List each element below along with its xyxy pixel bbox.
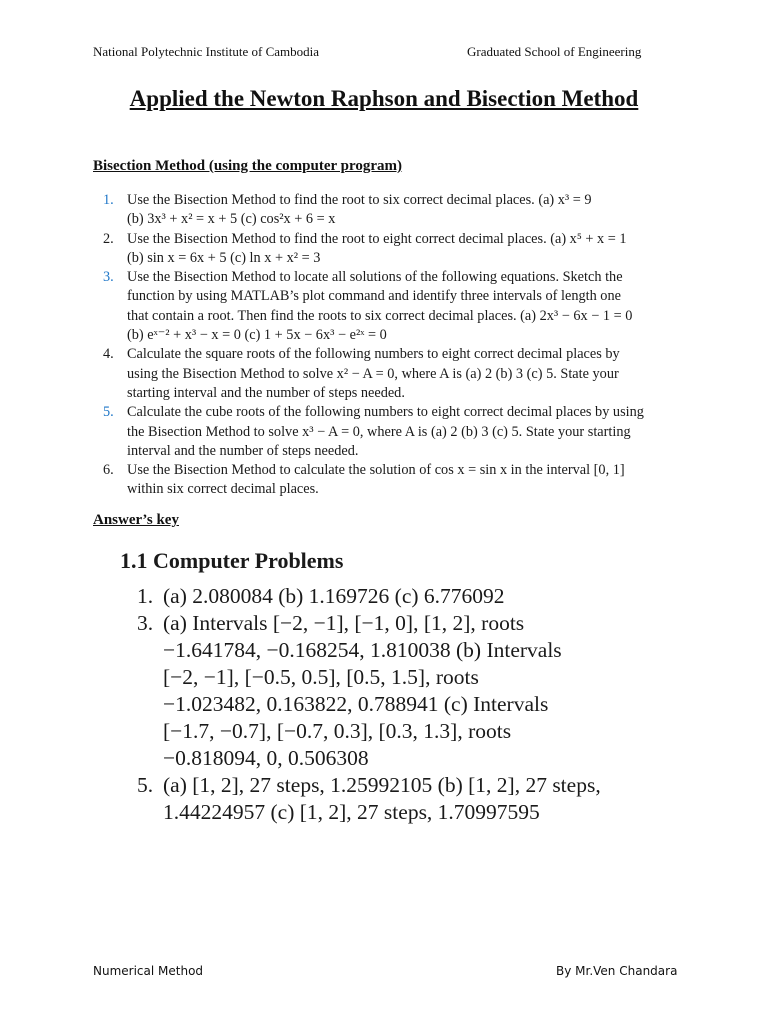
footer-course: Numerical Method [93,964,204,978]
answer-number: 5. [137,773,154,797]
problem-item [103,268,743,345]
answer-number: 1. [137,584,154,608]
answer-line [137,718,737,745]
answer-number: 3. [137,611,154,635]
answer-text: [−2, −1], [−0.5, 0.5], [0.5, 1.5], roots [163,665,479,689]
footer-author: By Mr.Ven Chandara [556,964,678,978]
answer-line [137,772,737,799]
answer-line [137,664,737,691]
header-institute: National Polytechnic Institute of Cambodia [93,44,320,59]
page-title: Applied the Newton Raphson and Bisection Method [129,86,639,111]
answer-text: −0.818094, 0, 0.506308 [163,746,369,770]
answer-line [137,610,737,637]
answer-text: [−1.7, −0.7], [−0.7, 0.3], [0.3, 1.3], roots [163,719,512,743]
answers-heading: Answer’s key [93,512,179,528]
answer-line [137,583,737,610]
answer-text: −1.023482, 0.163822, 0.788941 (c) Intervals [163,692,549,716]
answer-line [137,799,737,826]
problem-text: Calculate the cube roots of the following numbers to eight correct decimal places by using the Bisection Method to solve x³ − A = 0, where A is (a) 2 (b) 3 (c) 5. State your starting interval and the number of steps needed. [127,404,644,459]
problem-text: Use the Bisection Method to find the root to six correct decimal places. (a) x³ = 9 (b) 3x³ + x² = x + 5 (c) cos²x + 6 = x [127,192,592,228]
problem-number: 4. [103,346,114,363]
answer-text: 1.44224957 (c) [1, 2], 27 steps, 1.70997595 [163,800,540,824]
problem-number: 5. [103,404,114,421]
answer-text: (a) Intervals [−2, −1], [−1, 0], [1, 2], roots [163,611,525,635]
problem-item [103,345,743,403]
problem-item [103,403,743,461]
problem-number: 1. [103,192,114,208]
problem-text: Use the Bisection Method to find the root to eight correct decimal places. (a) x⁵ + x = 1 (b) sin x = 6x + 5 (c) ln x + x² = 3 [127,230,627,266]
section-title: Bisection Method (using the computer program) [93,158,403,174]
problem-item [103,191,743,230]
problem-text: Calculate the square roots of the following numbers to eight correct decimal places by using the Bisection Method to solve x² − A = 0, where A is (a) 2 (b) 3 (c) 5. State your starting interval and the number of steps needed. [127,346,620,401]
answer-line [137,691,737,718]
problem-number: 2. [103,230,114,247]
answer-text: −1.641784, −0.168254, 1.810038 (b) Intervals [163,638,562,662]
problem-number: 6. [103,462,114,479]
problem-number: 3. [103,269,114,286]
answer-text: (a) [1, 2], 27 steps, 1.25992105 (b) [1, 2], 27 steps, [163,773,601,797]
problem-text: Use the Bisection Method to calculate the solution of cos x = sin x in the interval [0, 1] within six correct decimal places. [127,462,625,498]
problem-text: Use the Bisection Method to locate all solutions of the following equations. Sketch the function by using MATLAB’s plot command and identify three intervals of length one that contain a root. Then find the roots to six correct decimal places. (a) 2x³ − 6x − 1 = 0 (b) eˣ⁻² + x³ − x = 0 (c) 1 + 5x − 6x³ − e²ˣ = 0 [127,269,633,344]
answer-list [137,583,737,826]
problem-list [103,191,743,500]
problem-item [103,461,743,500]
computer-problems-title: 1.1 Computer Problems [120,548,344,573]
answer-line [137,745,737,772]
problem-item [103,230,743,269]
answer-line [137,637,737,664]
header-school: Graduated School of Engineering [467,44,642,59]
answer-text: (a) 2.080084 (b) 1.169726 (c) 6.776092 [163,584,505,608]
